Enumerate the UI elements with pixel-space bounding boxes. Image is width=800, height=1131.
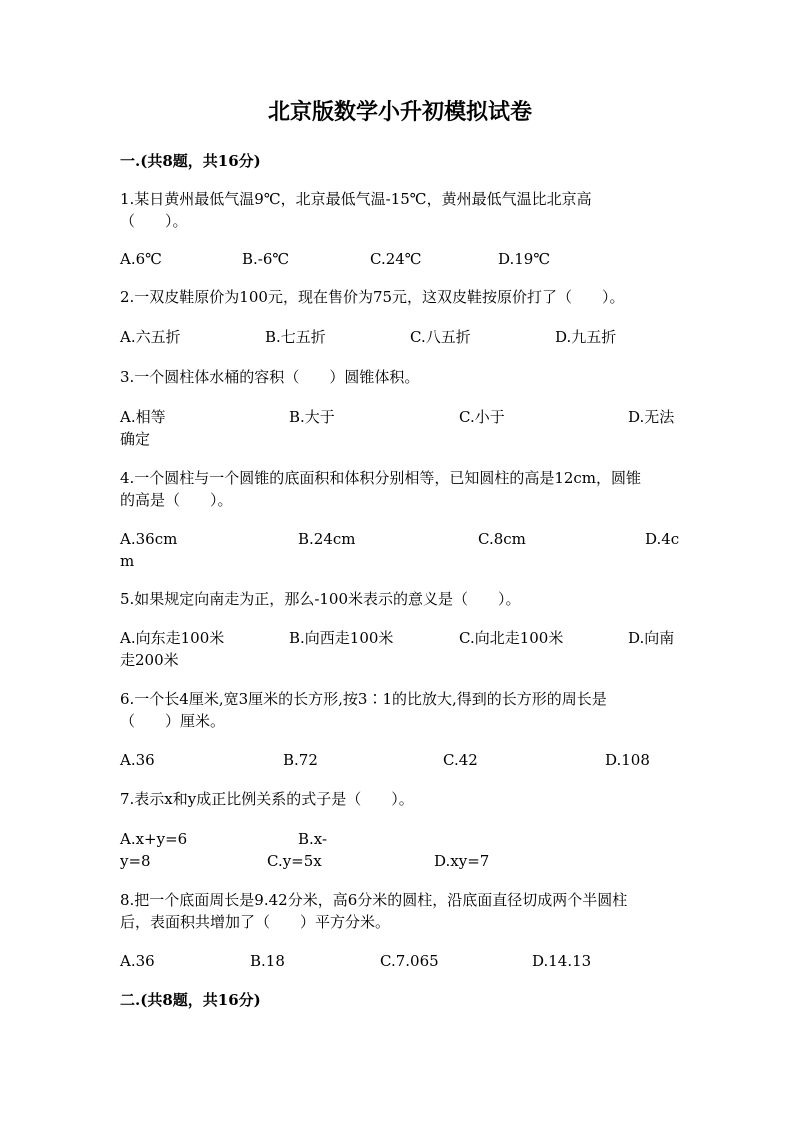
page-title: 北京版数学小升初模拟试卷 bbox=[267, 99, 532, 125]
option-d[interactable]: D.xy=7 bbox=[434, 852, 490, 870]
question-2 bbox=[120, 286, 682, 308]
option-c[interactable]: C.八五折 bbox=[410, 328, 471, 346]
question-stem: 4.一个圆柱与一个圆锥的底面积和体积分别相等，已知圆柱的高是12cm，圆锥 bbox=[120, 469, 642, 487]
section-heading-1: 一.(共8题，共16分) bbox=[120, 152, 261, 170]
option-c[interactable]: C.小于 bbox=[459, 408, 505, 426]
option-d[interactable]: D.九五折 bbox=[555, 328, 617, 346]
option-b[interactable]: B.-6℃ bbox=[242, 250, 290, 268]
option-a[interactable]: A.36 bbox=[120, 751, 155, 769]
option-d-wrap: m bbox=[120, 552, 135, 570]
question-stem: （ ）厘米。 bbox=[120, 712, 226, 730]
options-row bbox=[120, 248, 682, 270]
question-6 bbox=[120, 688, 682, 732]
option-c[interactable]: C.7.065 bbox=[380, 952, 439, 970]
question-8 bbox=[120, 889, 682, 933]
option-d[interactable]: D.向南 bbox=[628, 629, 675, 647]
option-c[interactable]: C.向北走100米 bbox=[459, 629, 564, 647]
options-row bbox=[120, 749, 682, 771]
option-a[interactable]: A.向东走100米 bbox=[120, 629, 225, 647]
question-stem: 后，表面积共增加了（ ）平方分米。 bbox=[120, 913, 391, 931]
question-stem: 6.一个长4厘米,宽3厘米的长方形,按3∶1的比放大,得到的长方形的周长是 bbox=[120, 690, 607, 708]
option-b[interactable]: B.大于 bbox=[289, 408, 335, 426]
option-b[interactable]: B.向西走100米 bbox=[289, 629, 394, 647]
options-row bbox=[120, 326, 682, 348]
option-c[interactable]: C.y=5x bbox=[267, 852, 322, 870]
option-d[interactable]: D.108 bbox=[605, 751, 650, 769]
options-row bbox=[120, 528, 682, 572]
option-a[interactable]: A.6℃ bbox=[120, 250, 162, 268]
option-a[interactable]: A.36 bbox=[120, 952, 155, 970]
option-b[interactable]: B.x- bbox=[298, 830, 328, 848]
option-a[interactable]: A.六五折 bbox=[120, 328, 181, 346]
option-c[interactable]: C.8cm bbox=[478, 530, 526, 548]
option-b[interactable]: B.72 bbox=[283, 751, 318, 769]
options-row bbox=[120, 627, 682, 671]
option-b[interactable]: B.七五折 bbox=[265, 328, 326, 346]
question-stem: 1.某日黄州最低气温9℃，北京最低气温-15℃，黄州最低气温比北京高 bbox=[120, 190, 592, 208]
question-stem: 8.把一个底面周长是9.42分米，高6分米的圆柱，沿底面直径切成两个半圆柱 bbox=[120, 891, 628, 909]
question-stem: 2.一双皮鞋原价为100元，现在售价为75元，这双皮鞋按原价打了（ ）。 bbox=[120, 288, 625, 306]
question-stem: 3.一个圆柱体水桶的容积（ ）圆锥体积。 bbox=[120, 368, 420, 386]
option-a[interactable]: A.相等 bbox=[120, 408, 166, 426]
question-4 bbox=[120, 467, 682, 511]
option-c[interactable]: C.42 bbox=[443, 751, 478, 769]
option-d[interactable]: D.14.13 bbox=[532, 952, 592, 970]
option-c[interactable]: C.24℃ bbox=[370, 250, 422, 268]
question-stem: 5.如果规定向南走为正，那么-100米表示的意义是（ ）。 bbox=[120, 590, 521, 608]
question-stem: 的高是（ ）。 bbox=[120, 491, 233, 509]
option-d[interactable]: D.无法 bbox=[628, 408, 675, 426]
option-b[interactable]: B.24cm bbox=[298, 530, 356, 548]
question-1 bbox=[120, 188, 682, 232]
option-d-wrap: 走200米 bbox=[120, 651, 179, 669]
question-3 bbox=[120, 366, 682, 388]
option-a[interactable]: A.x+y=6 bbox=[120, 830, 188, 848]
option-b-wrap: y=8 bbox=[120, 852, 151, 870]
options-row bbox=[120, 406, 682, 450]
question-stem: 7.表示x和y成正比例关系的式子是（ ）。 bbox=[120, 790, 414, 808]
options-row bbox=[120, 828, 682, 872]
option-a[interactable]: A.36cm bbox=[120, 530, 178, 548]
section-heading-2: 二.(共8题，共16分) bbox=[120, 991, 261, 1009]
option-b[interactable]: B.18 bbox=[250, 952, 285, 970]
option-d[interactable]: D.4c bbox=[645, 530, 680, 548]
question-stem: （ ）。 bbox=[120, 212, 188, 230]
question-7 bbox=[120, 788, 682, 810]
option-d-wrap: 确定 bbox=[120, 430, 151, 448]
question-5 bbox=[120, 588, 682, 610]
option-d[interactable]: D.19℃ bbox=[498, 250, 551, 268]
options-row bbox=[120, 950, 682, 972]
